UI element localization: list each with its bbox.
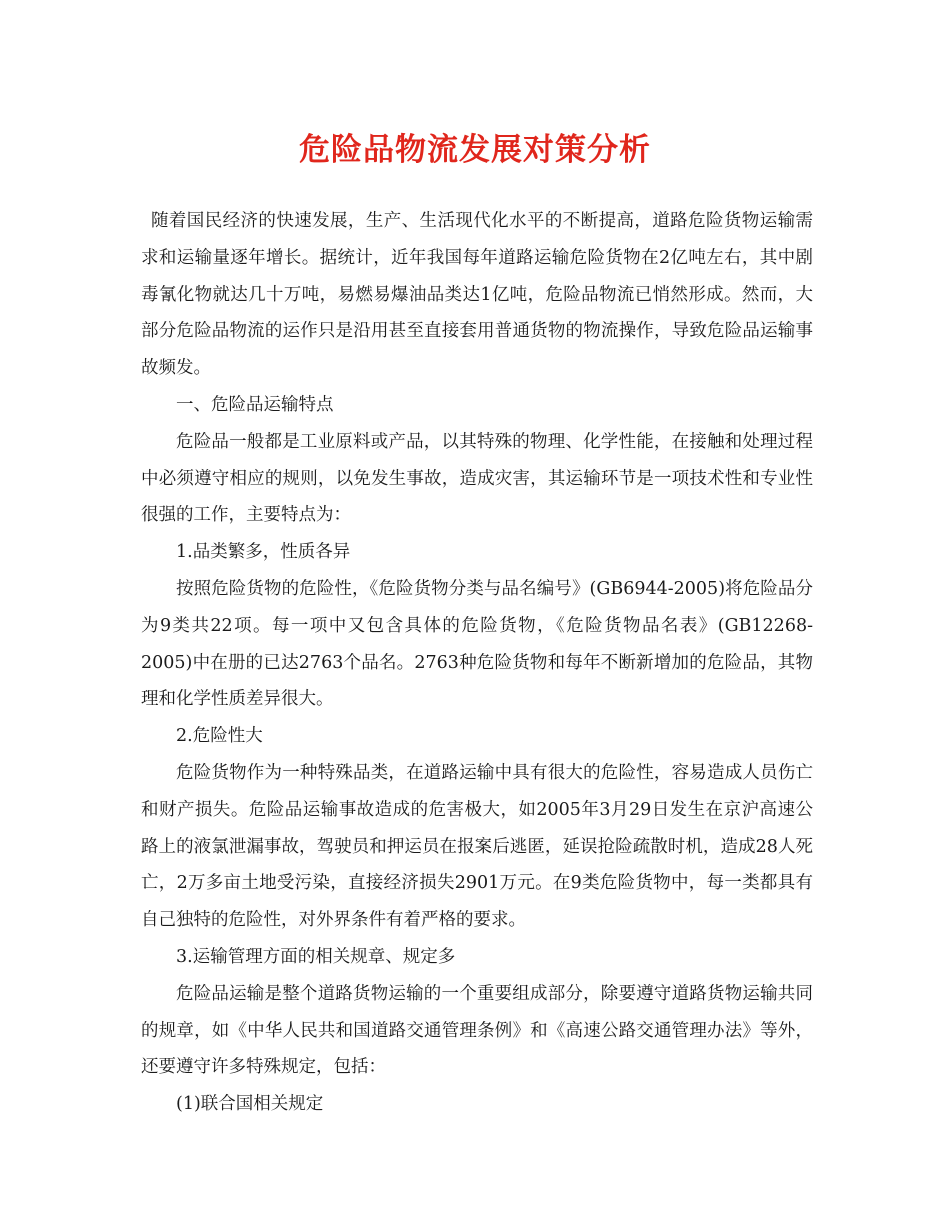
document-body xyxy=(141,203,813,1123)
subheading-high-risk: 2.危险性大 xyxy=(176,726,263,747)
paragraph-features-overview: 危险品一般都是工业原料或产品，以其特殊的物理、化学性能，在接触和处理过程中必须遵守相应的规则，以免发生事故，造成灾害，其运输环节是一项技术性和专业性很强的工作，主要特点为： xyxy=(141,431,813,526)
paragraph-high-risk: 危险货物作为一种特殊品类，在道路运输中具有很大的危险性，容易造成人员伤亡和财产损失。危险品运输事故造成的危害极大，如2005年3月29日发生在京沪高速公路上的液氯泄漏事故，驾驶员和押运员在报案后逃匿，延误抢险疏散时机，造成28人死亡，2万多亩土地受污染，直接经济损失2901万元。在9类危险货物中，每一类都具有自己独特的危险性，对外界条件有着严格的要求。 xyxy=(141,762,813,931)
paragraph-variety: 按照危险货物的危险性，《危险货物分类与品名编号》(GB6944-2005)将危险品分为9类共22项。每一项中又包含具体的危险货物，《危险货物品名表》(GB12268-2005)中在册的已达2763个品名。2763种危险货物和每年不断新增加的危险品，其物理和化学性质差异很大。 xyxy=(141,578,813,710)
paragraph-intro: 随着国民经济的快速发展，生产、生活现代化水平的不断提高，道路危险货物运输需求和运输量逐年增长。据统计，近年我国每年道路运输危险货物在2亿吨左右，其中剧毒氰化物就达几十万吨，易燃易爆油品类达1亿吨，危险品物流已悄然形成。然而，大部分危险品物流的运作只是沿用甚至直接套用普通货物的物流操作，导致危险品运输事故频发。 xyxy=(141,211,813,379)
subheading-regulations: 3.运输管理方面的相关规章、规定多 xyxy=(176,946,456,967)
document-title: 危险品物流发展对策分析 xyxy=(299,132,651,168)
section-heading-transport-features: 一、危险品运输特点 xyxy=(176,394,334,415)
paragraph-regulations: 危险品运输是整个道路货物运输的一个重要组成部分，除要遵守道路货物运输共同的规章，如《中华人民共和国道路交通管理条例》和《高速公路交通管理办法》等外，还要遵守许多特殊规定，包括： xyxy=(141,983,813,1078)
subheading-variety: 1.品类繁多，性质各异 xyxy=(176,542,351,563)
subheading-un-regulations: (1)联合国相关规定 xyxy=(176,1094,324,1115)
